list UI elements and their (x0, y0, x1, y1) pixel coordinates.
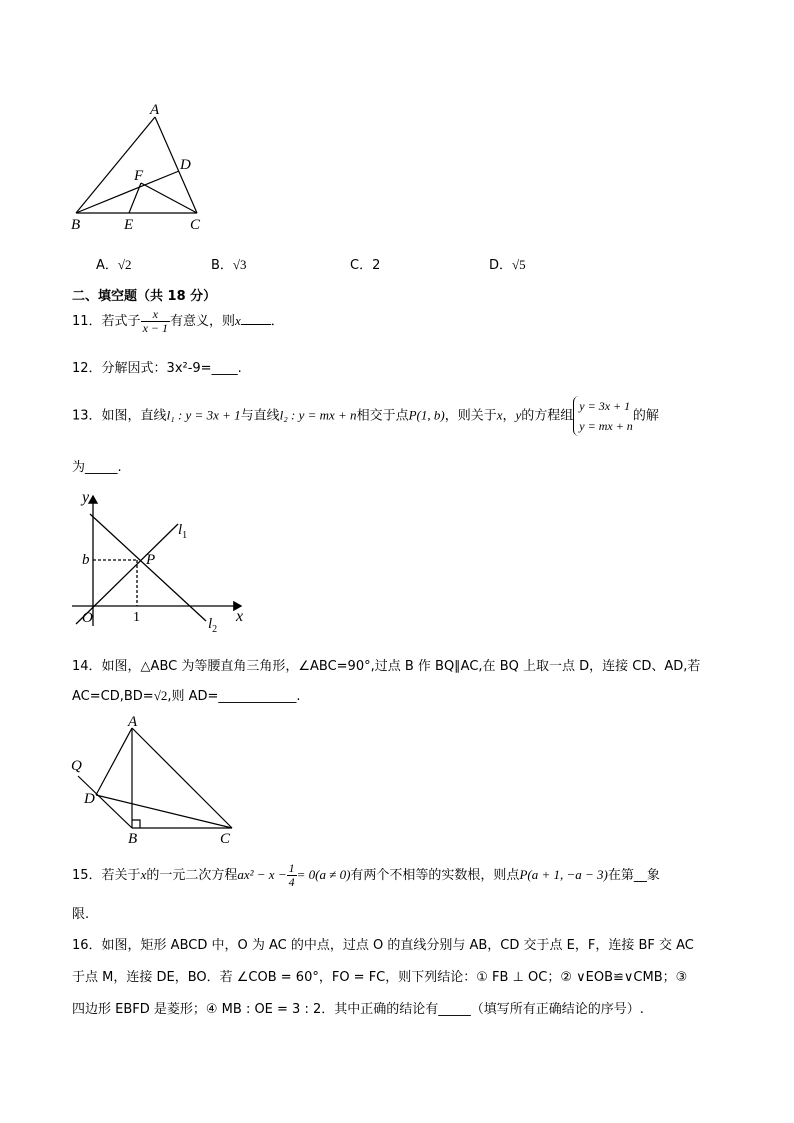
coordinate-figure-q13 (66, 484, 256, 634)
option-c[interactable]: C．2 (350, 258, 381, 273)
triangle-figure-q14 (66, 710, 246, 848)
label-q: Q (71, 758, 82, 774)
question-15-line1: 15．若关于x的一元二次方程ax² − x − $\frac{1}{4}$ = 0(a ≠ 0)有两个不相等的实数根，则点P(a + 1, −a − 3)在第__象 (72, 861, 660, 889)
label-e: E (124, 217, 134, 233)
label-p: P (146, 552, 156, 568)
label-1: 1 (133, 610, 140, 625)
label-b: b (82, 552, 90, 568)
question-11: 11．若式子 $\frac{x}{x - 1}$ 有意义，则x ． (72, 307, 284, 335)
label-d: D (180, 157, 191, 173)
segment-fc (141, 183, 197, 213)
option-a[interactable]: A．√2 (96, 257, 132, 273)
segment-fe (129, 183, 141, 213)
triangle-figure-q10 (66, 98, 216, 234)
question-14-line1: 14．如图，△ABC 为等腰直角三角形，∠ABC=90°,过点 B 作 BQ∥AC,在 BQ 上取一点 D，连接 CD、AD,若 (72, 659, 701, 674)
line-l1 (76, 524, 178, 624)
equation-system: y = 3x + 1 y = mx + n (573, 396, 633, 436)
question-16-line3: 四边形 EBFD 是菱形；④ MB : OE = 3 : 2．其中正确的结论有_____（填写所有正确结论的序号）. (72, 1002, 644, 1017)
label-l2: $l_2$ (208, 616, 218, 634)
question-15-line2: 限. (72, 907, 90, 922)
label-l1: $l_1$ (178, 522, 188, 541)
label-f: F (134, 168, 144, 184)
label-a: A (150, 102, 160, 118)
question-16-line2: 于点 M，连接 DE，BO．若 ∠COB = 60°，FO = FC，则下列结论：① FB ⊥ OC；② ∨EOB≌∨CMB；③ (72, 970, 688, 985)
segment-ad (96, 728, 132, 795)
label-x: x (236, 608, 244, 625)
label-c: C (220, 831, 231, 847)
fraction-one-quarter: $\frac{1}{4}$ (288, 861, 295, 889)
label-b: B (71, 217, 81, 233)
label-y: y (82, 489, 90, 506)
label-o: O (82, 610, 93, 626)
option-d[interactable]: D．√5 (489, 257, 526, 273)
segment-ac (132, 728, 232, 828)
label-d: D (84, 791, 95, 807)
segment-bd (76, 171, 179, 213)
question-13-answer-line: 为_____. (72, 460, 122, 475)
option-b[interactable]: B．√3 (211, 257, 247, 273)
fraction-x-over-x-minus-1: $\frac{x}{x - 1}$ (142, 307, 168, 335)
segment-dc (96, 795, 232, 828)
label-b: B (128, 831, 138, 847)
question-16-line1: 16．如图，矩形 ABCD 中，O 为 AC 的中点，过点 O 的直线分别与 AB，CD 交于点 E，F，连接 BF 交 AC (72, 938, 694, 953)
question-14-line2: AC=CD,BD=√2,则 AD=____________. (72, 688, 301, 704)
side-ab (76, 117, 155, 213)
question-12: 12．分解因式：3x²-9=____. (72, 361, 242, 376)
right-angle-mark (132, 820, 140, 828)
question-13: 13．如图，直线l₁ : y = 3x + 1与直线l₂ : y = mx + n相交于点P(1, b)，则关于x，y的方程组 y = 3x + 1 y = mx + n 的解 (72, 396, 659, 436)
section-title: 二、填空题（共 18 分） (72, 289, 217, 304)
label-c: C (190, 217, 201, 233)
label-a: A (128, 714, 138, 730)
